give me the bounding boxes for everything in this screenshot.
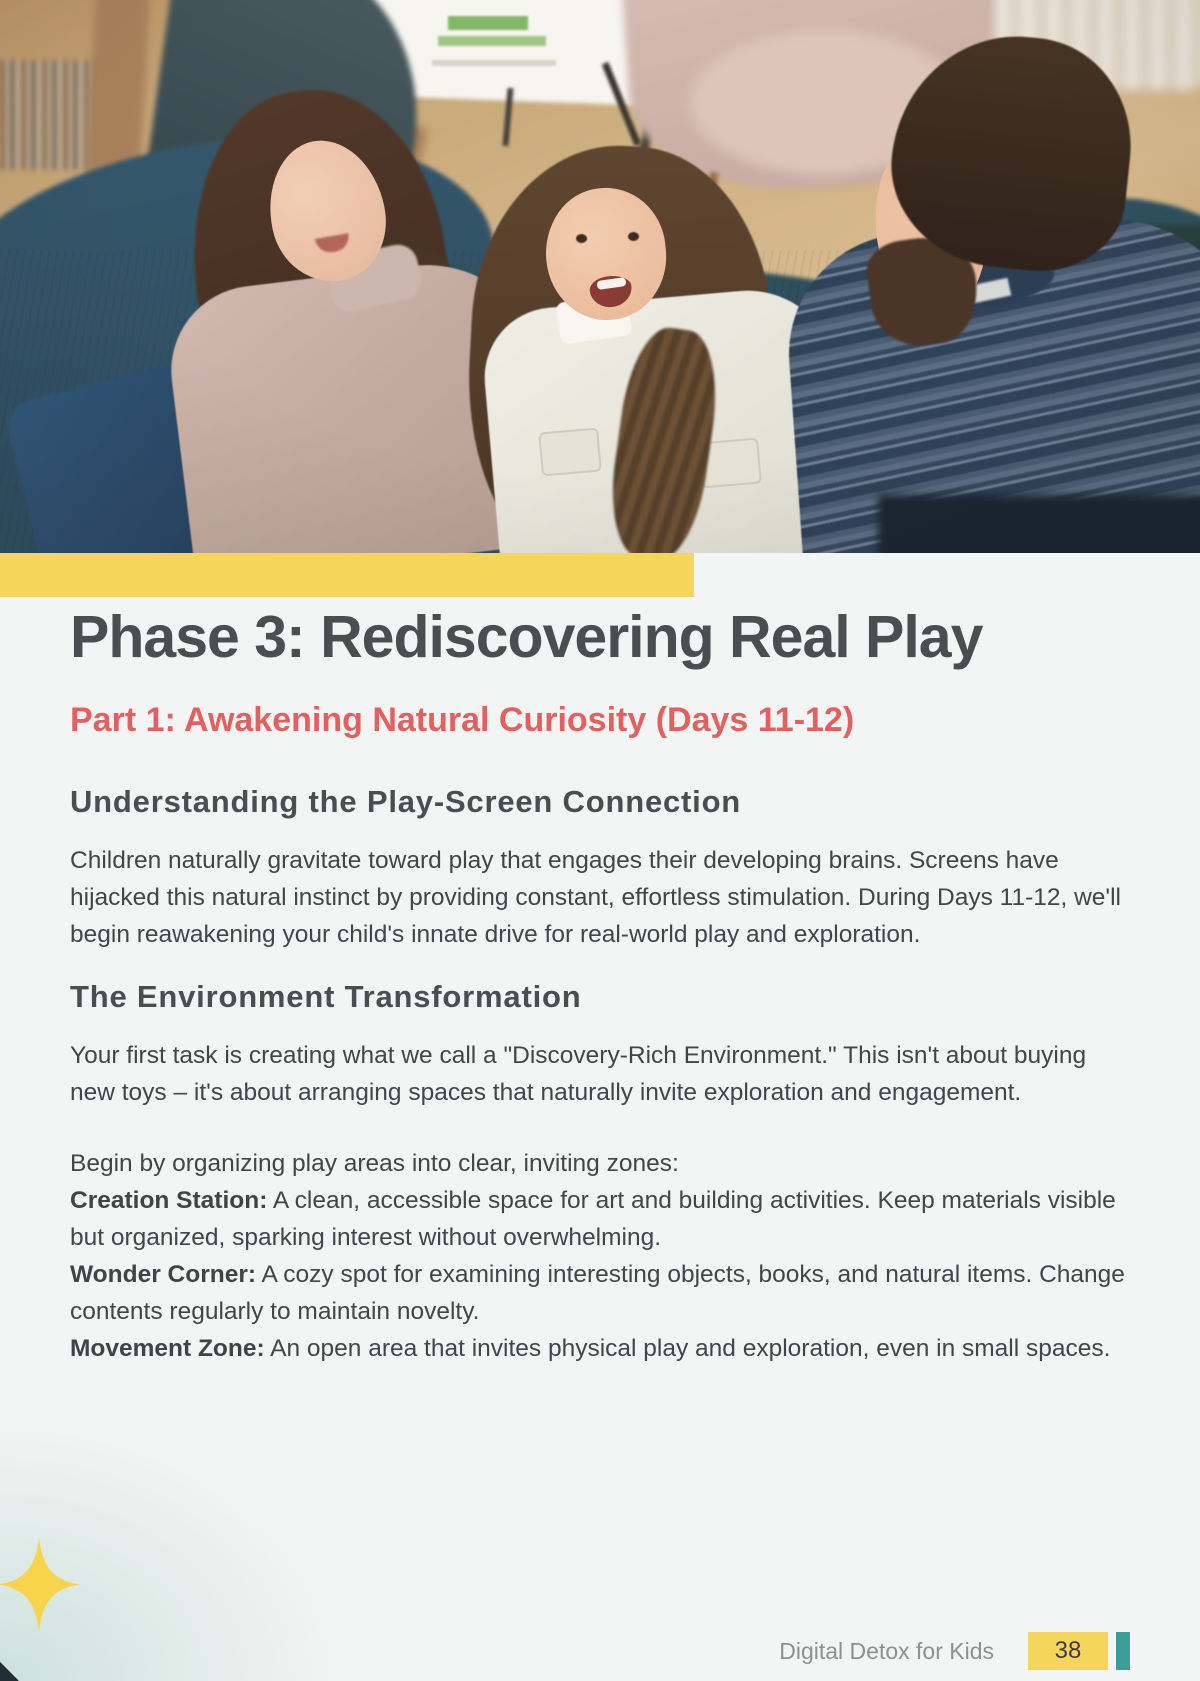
part-heading: Part 1: Awakening Natural Curiosity (Days 11-12): [70, 701, 855, 739]
hero-photo: [0, 0, 1200, 553]
zones-intro: Begin by organizing play areas into clear, inviting zones:: [70, 1150, 679, 1177]
section-body-play-screen-connection: Children naturally gravitate toward play that engages their developing brains. Screens have hijacked this natural instinct by providing constant, effortless stimulation. During Days 11-12, we'll begin reawakening your child's innate drive for real-world play and exploration.: [70, 847, 1121, 948]
zone-wonder-corner: [70, 1256, 1135, 1330]
zone-text: An open area that invites physical play and exploration, even in small spaces.: [270, 1335, 1111, 1362]
page-title: Phase 3: Rediscovering Real Play: [70, 604, 983, 670]
zone-label: Wonder Corner:: [70, 1261, 257, 1288]
zone-label: Creation Station:: [70, 1187, 268, 1214]
corner-decoration: [0, 1661, 19, 1681]
sparkle-icon: [0, 1537, 80, 1632]
zone-label: Movement Zone:: [70, 1335, 265, 1362]
footer-book-title: Digital Detox for Kids: [779, 1637, 994, 1664]
zone-text: A clean, accessible space for art and building activities. Keep materials visible but organized, sparking interest without overwhelming.: [70, 1187, 1116, 1251]
page-content: [0, 597, 1200, 1367]
yellow-accent-bar: [0, 553, 694, 597]
footer: [779, 1632, 1130, 1670]
photo-vignette: [0, 0, 1200, 553]
zone-movement-zone: [70, 1330, 1135, 1367]
zone-creation-station: [70, 1182, 1135, 1256]
section-body-environment-transformation: Your first task is creating what we call a "Discovery-Rich Environment." This isn't about buying new toys – it's about arranging spaces that naturally invite exploration and engagement.: [70, 1042, 1087, 1106]
footer-teal-accent: [1116, 1632, 1130, 1670]
page-number-badge: 38: [1028, 1632, 1108, 1670]
zones-block: [70, 1145, 1135, 1367]
zone-text: A cozy spot for examining interesting objects, books, and natural items. Change contents regularly to maintain novelty.: [70, 1261, 1125, 1325]
section-heading-play-screen-connection: Understanding the Play-Screen Connection: [70, 784, 742, 819]
section-heading-environment-transformation: The Environment Transformation: [70, 979, 582, 1014]
